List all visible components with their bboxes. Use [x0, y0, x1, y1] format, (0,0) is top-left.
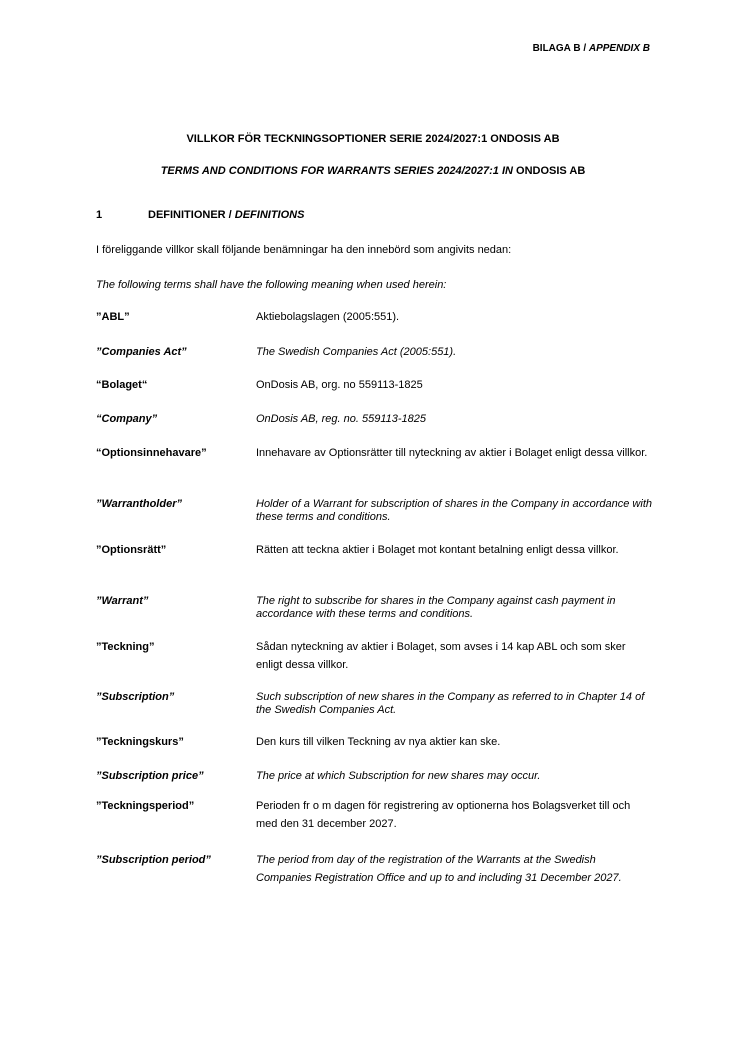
intro-sv: I föreliggande villkor skall följande benämningar ha den innebörd som angivits nedan: — [96, 244, 512, 256]
definition-term: ”Subscription” — [96, 691, 175, 703]
section-label-sv: DEFINITIONER / — [148, 209, 235, 221]
definition-text: Rätten att teckna aktier i Bolaget mot kontant betalning enligt dessa villkor. — [256, 544, 619, 556]
document-title-en-plain: ONDOSIS AB — [512, 165, 586, 177]
definition-text: Aktiebolagslagen (2005:551). — [256, 311, 400, 323]
section-heading — [96, 209, 304, 221]
intro-en: The following terms shall have the following meaning when used herein: — [96, 279, 447, 291]
definition-term: ”ABL” — [96, 311, 130, 323]
definition-term: ”Subscription period” — [96, 854, 211, 866]
definition-term: ”Warrantholder” — [96, 498, 182, 510]
definition-text: Perioden fr o m dagen för registrering av optionerna hos Bolagsverket till och med den 31 december 2027. — [256, 800, 631, 830]
definition-text: The period from day of the registration of the Warrants at the Swedish Companies Registration Office and up to and including 31 December 2027. — [256, 854, 622, 884]
definition-term: ”Optionsrätt” — [96, 544, 167, 556]
definition-text: OnDosis AB, reg. no. 559113-1825 — [256, 413, 426, 425]
section-number: 1 — [96, 209, 103, 221]
section-label-en: DEFINITIONS — [234, 209, 305, 221]
definition-text: The price at which Subscription for new shares may occur. — [256, 770, 541, 782]
definition-term: “Bolaget“ — [96, 379, 148, 391]
definition-text: Such subscription of new shares in the Company as referred to in Chapter 14 of the Swedish Companies Act. — [256, 691, 645, 716]
definition-term: ”Subscription price” — [96, 770, 204, 782]
definition-term: ”Teckningsperiod” — [96, 800, 195, 812]
appendix-label-en: APPENDIX B — [588, 43, 650, 54]
definition-term: “Company” — [96, 413, 158, 425]
definition-text: Holder of a Warrant for subscription of shares in the Company in accordance with these terms and conditions. — [256, 498, 652, 523]
definition-term: ”Teckning” — [96, 641, 155, 653]
definition-term: ”Warrant” — [96, 595, 149, 607]
appendix-header — [533, 43, 650, 54]
definition-term: ”Companies Act” — [96, 346, 187, 358]
definition-text: The Swedish Companies Act (2005:551). — [256, 346, 457, 358]
definition-text: The right to subscribe for shares in the Company against cash payment in accordance with these terms and conditions. — [256, 595, 616, 620]
definition-term: ”Teckningskurs” — [96, 736, 184, 748]
definition-text: Innehavare av Optionsrätter till nyteckning av aktier i Bolaget enligt dessa villkor. — [256, 447, 648, 459]
definition-text: OnDosis AB, org. no 559113-1825 — [256, 379, 423, 391]
document-title-en-italic: TERMS AND CONDITIONS FOR WARRANTS SERIES 2024/2027:1 IN — [160, 165, 513, 177]
definition-text: Sådan nyteckning av aktier i Bolaget, som avses i 14 kap ABL och som sker enligt dessa villkor. — [256, 641, 626, 671]
document-title-en — [0, 165, 746, 177]
document-title-sv: VILLKOR FÖR TECKNINGSOPTIONER SERIE 2024/2027:1 ONDOSIS AB — [186, 133, 560, 145]
definition-term: “Optionsinnehavare” — [96, 447, 207, 459]
definition-text: Den kurs till vilken Teckning av nya aktier kan ske. — [256, 736, 501, 748]
appendix-label-sv: BILAGA B / — [532, 43, 589, 54]
